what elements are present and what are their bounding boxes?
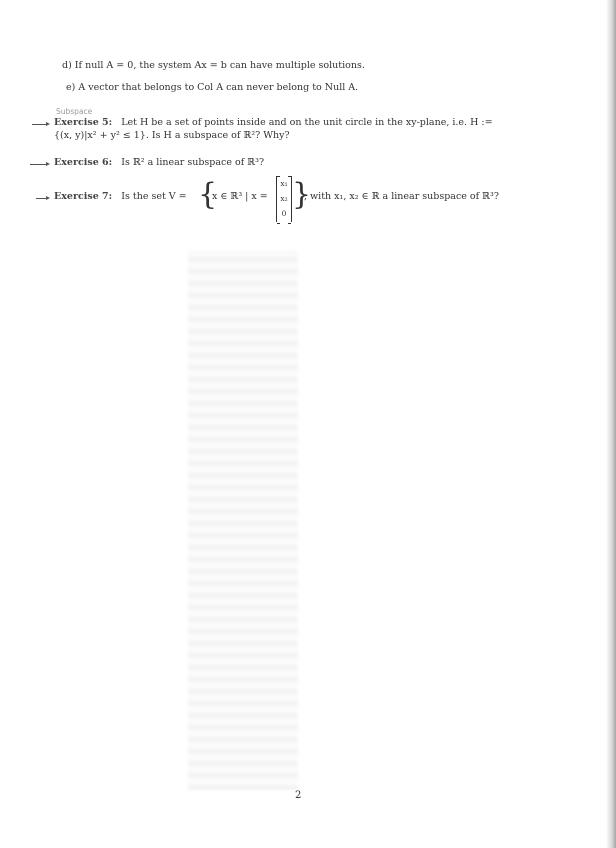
vector-entry-1: x₁ — [280, 179, 288, 188]
vector-entry-3: 0 — [281, 209, 287, 218]
margin-arrow-icon — [36, 198, 48, 199]
exercise-7 — [54, 191, 187, 202]
exercise-5-text-line1: Let H be a set of points inside and on the unit circle in the xy-plane, i.e. H := — [121, 117, 493, 128]
exercise-7-label: Exercise 7: — [54, 191, 113, 202]
bleed-through-artifact — [188, 250, 298, 790]
page-number: 2 — [295, 790, 302, 801]
vector-entry-2: x₂ — [280, 194, 288, 203]
right-brace: } — [292, 177, 312, 212]
handwritten-note: Subspace — [56, 107, 93, 116]
exercise-6 — [54, 157, 264, 168]
exercise-5-label: Exercise 5: — [54, 117, 113, 128]
margin-arrow-icon — [30, 164, 48, 165]
exercise-6-label: Exercise 6: — [54, 157, 113, 168]
column-vector — [276, 176, 292, 222]
margin-arrow-icon — [32, 124, 48, 125]
exercise-5-text-line2: {(x, y)|x² + y² ≤ 1}. Is H a subspace of ℝ²? Why? — [54, 130, 290, 141]
scan-edge-shadow — [606, 0, 616, 848]
exercise-7-text-after: , with x₁, x₂ ∈ ℝ a linear subspace of ℝ³? — [304, 191, 499, 202]
item-d-text: d) If null A = 0, the system Ax = b can have multiple solutions. — [62, 60, 365, 71]
exercise-5 — [54, 117, 493, 128]
exercise-7-text-before: Is the set V = — [121, 191, 187, 202]
set-builder-lhs: x ∈ ℝ³ | x = — [212, 191, 268, 202]
exercise-6-text: Is ℝ² a linear subspace of ℝ³? — [121, 157, 265, 168]
item-e-text: e) A vector that belongs to Col A can never belong to Null A. — [66, 82, 359, 93]
left-brace: { — [198, 177, 218, 212]
